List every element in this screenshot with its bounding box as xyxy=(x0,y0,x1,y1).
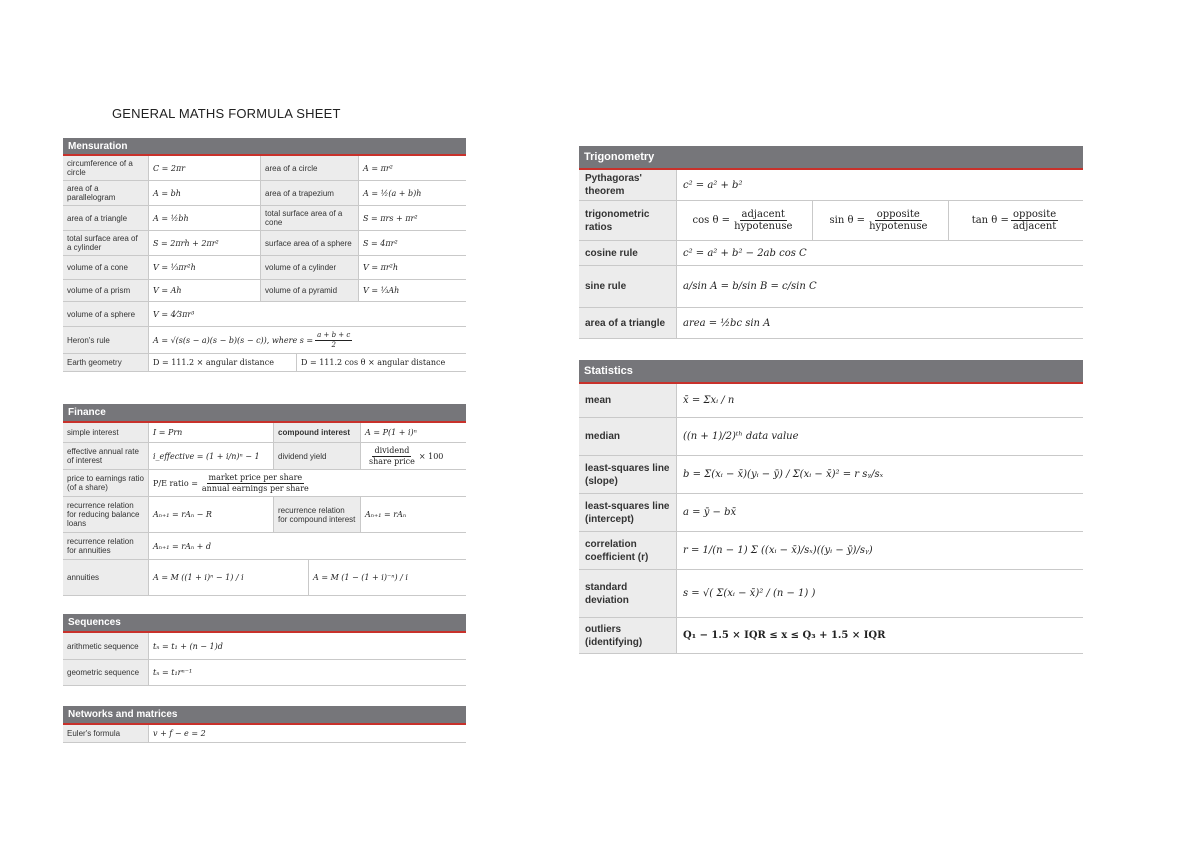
geom-label: geometric sequence xyxy=(63,660,149,685)
ear-formula: i_effective = (1 + i/n)ⁿ − 1 xyxy=(149,443,274,469)
formula-label: volume of a cone xyxy=(63,256,149,279)
annuities-formula-1: A = M ((1 + i)ⁿ − 1) / i xyxy=(149,560,309,595)
formula-label: volume of a sphere xyxy=(63,302,149,326)
median-row xyxy=(579,418,1083,456)
rr-annuities-formula: Aₙ₊₁ = rAₙ + d xyxy=(153,541,211,551)
formula: V = ⅓Ah xyxy=(363,286,400,295)
arith-label: arithmetic sequence xyxy=(63,633,149,659)
outliers-formula: Q₁ − 1.5 × IQR ≤ x ≤ Q₃ + 1.5 × IQR xyxy=(683,630,886,641)
rr-annuities-label: recurrence relation for annuities xyxy=(63,533,149,559)
geom-row xyxy=(63,660,466,686)
cosrule-row xyxy=(579,241,1083,266)
lss-label: least-squares line (slope) xyxy=(579,456,677,493)
formula: V = Ah xyxy=(149,280,261,301)
cosrule-formula: c² = a² + b² − 2ab cos C xyxy=(683,247,807,259)
formula-label: area of a triangle xyxy=(63,206,149,230)
area-label: area of a triangle xyxy=(579,308,677,338)
lss-row xyxy=(579,456,1083,494)
simple-interest-label: simple interest xyxy=(63,423,149,442)
dividend-yield-formula: $\frac{\text{dividend}}{\text{share price}}$ × 100 xyxy=(369,446,444,466)
pe-label: price to earnings ratio (of a share) xyxy=(63,470,149,496)
annuities-formula-2: A = M (1 − (1 + i)⁻ⁿ) / i xyxy=(313,573,408,582)
arith-row xyxy=(63,633,466,660)
outliers-row xyxy=(579,618,1083,654)
formula-label: volume of a prism xyxy=(63,280,149,301)
formula: V = πr²h xyxy=(363,263,399,272)
euler-formula: v + f − e = 2 xyxy=(153,729,206,738)
formula: S = πrs + πr² xyxy=(363,213,418,223)
median-label: median xyxy=(579,418,677,455)
tan-ratio: tan θ = $\frac{\text{opposite}}{\text{adjacent}}$ xyxy=(971,208,1057,232)
formula: C = 2πr xyxy=(149,156,261,180)
mensuration-panel xyxy=(63,138,466,372)
pyth-formula: c² = a² + b² xyxy=(683,179,743,191)
trig-heading: Trigonometry xyxy=(579,146,1083,170)
finance-row-annuity-rr xyxy=(63,533,466,560)
pe-formula: P/E ratio = $\frac{\text{market price per share}}{\text{annual earnings per share}}$ xyxy=(153,473,309,493)
formula-label: total surface area of a cone xyxy=(261,206,359,230)
lsi-row xyxy=(579,494,1083,532)
mean-formula: x̄ = Σxᵢ / n xyxy=(683,395,735,406)
formula: A = ½(a + b)h xyxy=(363,188,422,198)
annuities-label: annuities xyxy=(63,560,149,595)
sequences-panel xyxy=(63,614,466,686)
formula-label: surface area of a sphere xyxy=(261,231,359,255)
sd-row xyxy=(579,570,1083,618)
earth-label: Earth geometry xyxy=(63,354,149,371)
pyth-label: Pythagoras' theorem xyxy=(579,170,677,200)
sinrule-label: sine rule xyxy=(579,266,677,307)
formula-label: volume of a cylinder xyxy=(261,256,359,279)
rr-compound-formula: Aₙ₊₁ = rAₙ xyxy=(365,510,407,519)
corr-row xyxy=(579,532,1083,570)
lsi-formula: a = ȳ − bx̄ xyxy=(683,507,737,518)
sequences-heading: Sequences xyxy=(63,614,466,633)
lsi-label: least-squares line (intercept) xyxy=(579,494,677,531)
finance-row-ear xyxy=(63,443,466,470)
formula-label: circumference of a circle xyxy=(63,156,149,180)
compound-interest-formula: A = P(1 + i)ⁿ xyxy=(365,428,417,437)
euler-label: Euler's formula xyxy=(63,725,149,742)
sd-label: standard deviation xyxy=(579,570,677,617)
mensuration-row xyxy=(63,302,466,327)
trig-panel xyxy=(579,146,1083,339)
area-formula: area = ½bc sin A xyxy=(683,317,771,329)
sd-formula: s = √( Σ(xᵢ − x̄)² / (n − 1) ) xyxy=(683,588,816,599)
stats-panel xyxy=(579,360,1083,654)
heron-label: Heron's rule xyxy=(63,327,149,353)
mensuration-row xyxy=(63,206,466,231)
networks-heading: Networks and matrices xyxy=(63,706,466,725)
ratios-row xyxy=(579,201,1083,241)
finance-row-pe xyxy=(63,470,466,497)
area-row xyxy=(579,308,1083,339)
geom-formula: tₙ = t₁rⁿ⁻¹ xyxy=(153,668,193,677)
formula: A = bh xyxy=(149,181,261,205)
formula: S = 4πr² xyxy=(363,238,398,248)
finance-row-rr xyxy=(63,497,466,533)
mensuration-row xyxy=(63,156,466,181)
finance-row-annuities xyxy=(63,560,466,596)
earth-row xyxy=(63,354,466,372)
finance-heading: Finance xyxy=(63,404,466,423)
formula: S = 2πrh + 2πr² xyxy=(149,231,261,255)
mensuration-rows xyxy=(63,156,466,327)
earth-formula-1: D = 111.2 × angular distance xyxy=(149,354,297,371)
heron-row xyxy=(63,327,466,354)
simple-interest-formula: I = Prn xyxy=(149,423,274,442)
earth-formula-2: D = 111.2 cos θ × angular distance xyxy=(301,358,446,367)
stats-heading: Statistics xyxy=(579,360,1083,384)
compound-interest-label: compound interest xyxy=(274,423,361,442)
rr-loans-label: recurrence relation for reducing balance loans xyxy=(63,497,149,532)
heron-formula: A = √(s(s − a)(s − b)(s − c)), where s = $\frac{a + b + c}{2}$ xyxy=(153,331,351,349)
mean-label: mean xyxy=(579,384,677,417)
arith-formula: tₙ = t₁ + (n − 1)d xyxy=(153,641,223,651)
sinrule-row xyxy=(579,266,1083,308)
outliers-label: outliers (identifying) xyxy=(579,618,677,653)
cos-ratio: cos θ = $\frac{\text{adjacent}}{\text{hypotenuse}}$ xyxy=(677,201,813,240)
formula-label: total surface area of a cylinder xyxy=(63,231,149,255)
formula: V = ⅓πr²h xyxy=(149,256,261,279)
formula-label: volume of a pyramid xyxy=(261,280,359,301)
mean-row xyxy=(579,384,1083,418)
cosrule-label: cosine rule xyxy=(579,241,677,265)
corr-formula: r = 1/(n − 1) Σ ((xᵢ − x̄)/sₓ)((yᵢ − ȳ)/sᵧ) xyxy=(683,545,873,556)
mensuration-heading: Mensuration xyxy=(63,138,466,156)
mensuration-row xyxy=(63,181,466,206)
lss-formula: b = Σ(xᵢ − x̄)(yᵢ − ȳ) / Σ(xᵢ − x̄)² = r sᵧ/sₓ xyxy=(683,469,884,480)
rr-loans-formula: Aₙ₊₁ = rAₙ − R xyxy=(149,497,274,532)
sinrule-formula: a/sin A = b/sin B = c/sin C xyxy=(683,281,817,292)
finance-panel xyxy=(63,404,466,596)
ear-label: effective annual rate of interest xyxy=(63,443,149,469)
mensuration-row xyxy=(63,256,466,280)
median-formula: ((n + 1)/2)ᵗʰ data value xyxy=(683,431,799,442)
networks-panel xyxy=(63,706,466,743)
dividend-yield-label: dividend yield xyxy=(274,443,361,469)
pyth-row xyxy=(579,170,1083,201)
page-title: GENERAL MATHS FORMULA SHEET xyxy=(112,106,341,121)
formula-label: area of a circle xyxy=(261,156,359,180)
rr-compound-label: recurrence relation for compound interest xyxy=(274,497,361,532)
formula-label: area of a parallelogram xyxy=(63,181,149,205)
corr-label: correlation coefficient (r) xyxy=(579,532,677,569)
ratios-label: trigonometric ratios xyxy=(579,201,677,240)
mensuration-row xyxy=(63,231,466,256)
mensuration-row xyxy=(63,280,466,302)
formula: A = πr² xyxy=(363,163,393,173)
formula: V = 4⁄3πr³ xyxy=(153,309,195,319)
formula: A = ½bh xyxy=(149,206,261,230)
euler-row xyxy=(63,725,466,743)
sin-ratio: sin θ = $\frac{\text{opposite}}{\text{hypotenuse}}$ xyxy=(813,201,949,240)
finance-row-simple xyxy=(63,423,466,443)
formula-label: area of a trapezium xyxy=(261,181,359,205)
